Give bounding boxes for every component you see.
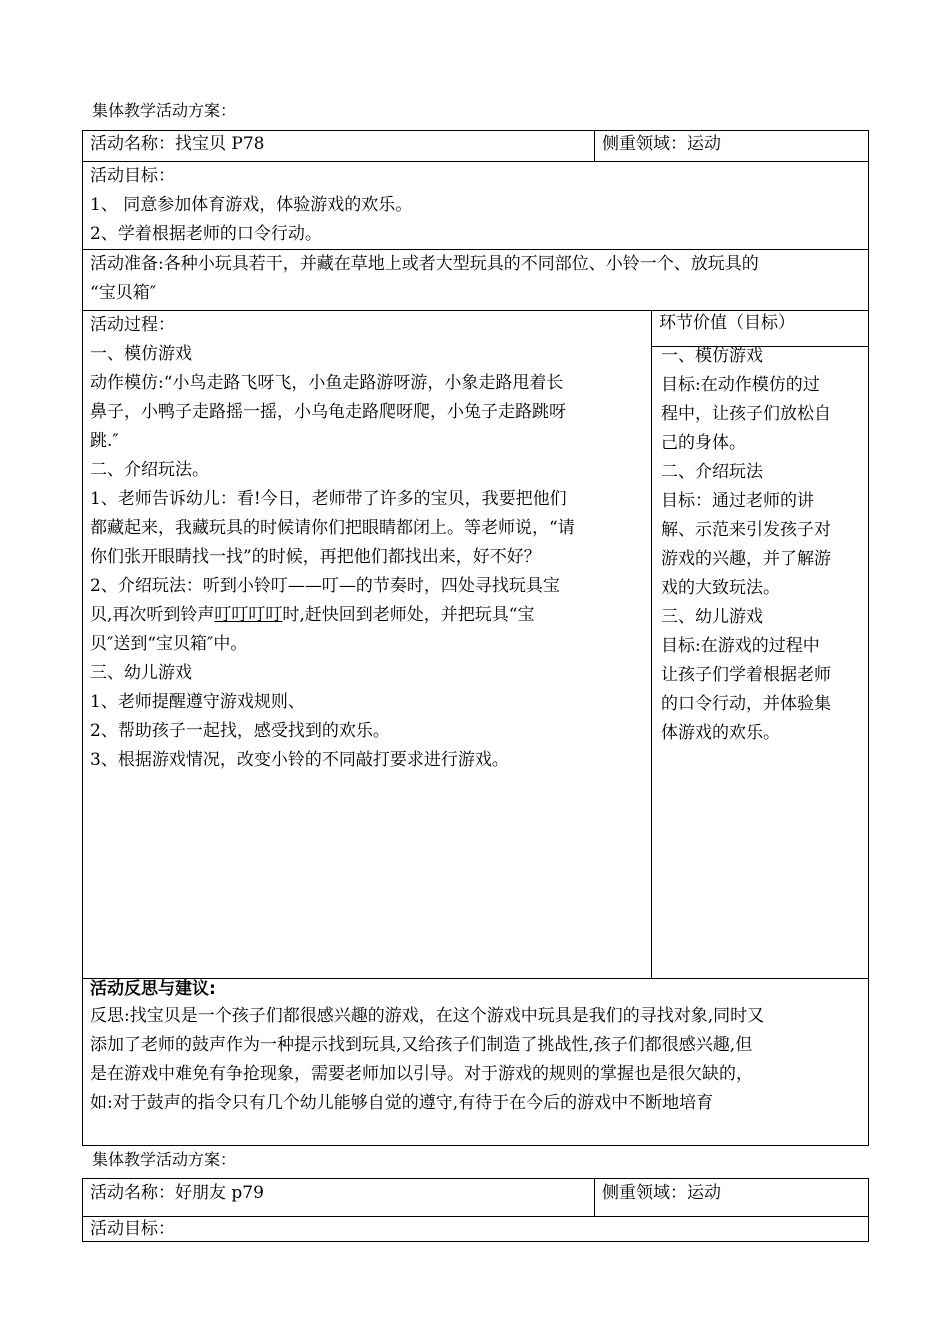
plan1-activity-name: 活动名称：找宝贝 P78 [90,134,265,154]
plan2-caption: 集体教学活动方案： [92,1150,237,1169]
plan1-process: 活动过程： 一、模仿游戏 动作模仿:“小鸟走路飞呀飞，小鱼走路游呀游，小象走路甩着长 鼻子，小鸭子走路摇一摇，小乌龟走路爬呀爬，小兔子走路跳呀 跳.″ 二、介绍玩法。 1、老师告诉幼儿：看!今日，老师带了许多的宝贝，我要把他们 都藏起来，我藏玩具的时候请你们把眼睛都闭上。等老师说，“请 你们张开眼睛找一找”的时候，再把他们都找出来，好不好？ 2、介绍玩法：听到小铃叮——叮—的节奏时，四处寻找玩具宝 贝,再次听到铃声叮叮叮叮时,赶快回到老师处，并把玩具“宝 贝″送到“宝贝箱″中。 三、幼儿游戏 1、老师提醒遵守游戏规则、 2、帮助孩子一起找，感受找到的欢乐。 3、根据游戏情况，改变小铃的不同敲打要求进行游戏。 [82,311,651,775]
plan2-goals: 活动目标： [90,1219,175,1239]
process-line-underlined: 贝,再次听到铃声叮叮叮叮时,赶快回到老师处，并把玩具“宝 [90,605,535,625]
plan1-value-title: 环节价值（目标） [659,313,795,333]
plan2-activity-name: 活动名称：好朋友 p79 [90,1183,264,1203]
plan2-focus-field: 侧重领域：运动 [602,1183,721,1203]
plan1-caption: 集体教学活动方案： [92,101,237,120]
plan1-goals: 活动目标： 1、 同意参加体育游戏，体验游戏的欢乐。 2、学着根据老师的口令行动。 [90,166,413,244]
plan1-value: 一、模仿游戏 目标:在动作模仿的过 程中，让孩子们放松自 己的身体。 二、介绍玩法 目标：通过老师的讲 解、示范来引发孩子对 游戏的兴趣，并了解游 戏的大致玩法。 三、幼儿游戏 目标:在游戏的过程中 让孩子们学着根据老师 的口令行动，并体验集 体游戏的欢乐。 [661,346,831,743]
plan1-preparation: 活动准备:各种小玩具若干，并藏在草地上或者大型玩具的不同部位、小铃一个、放玩具的 “宝贝箱″ [90,254,759,303]
plan1-reflection: 活动反思与建议: 反思:找宝贝是一个孩子们都很感兴趣的游戏，在这个游戏中玩具是我们的寻找对象,同时又 添加了老师的鼓声作为一种提示找到玩具,又给孩子们制造了挑战性,孩子们都很感兴趣,但 是在游戏中难免有争抢现象，需要老师加以引导。对于游戏的规则的掌握也是很欠缺的， 如:对于鼓声的指令只有几个幼儿能够自觉的遵守,有待于在今后的游戏中不断地培育 [90,979,765,1113]
plan1-focus-field: 侧重领域：运动 [602,134,721,154]
